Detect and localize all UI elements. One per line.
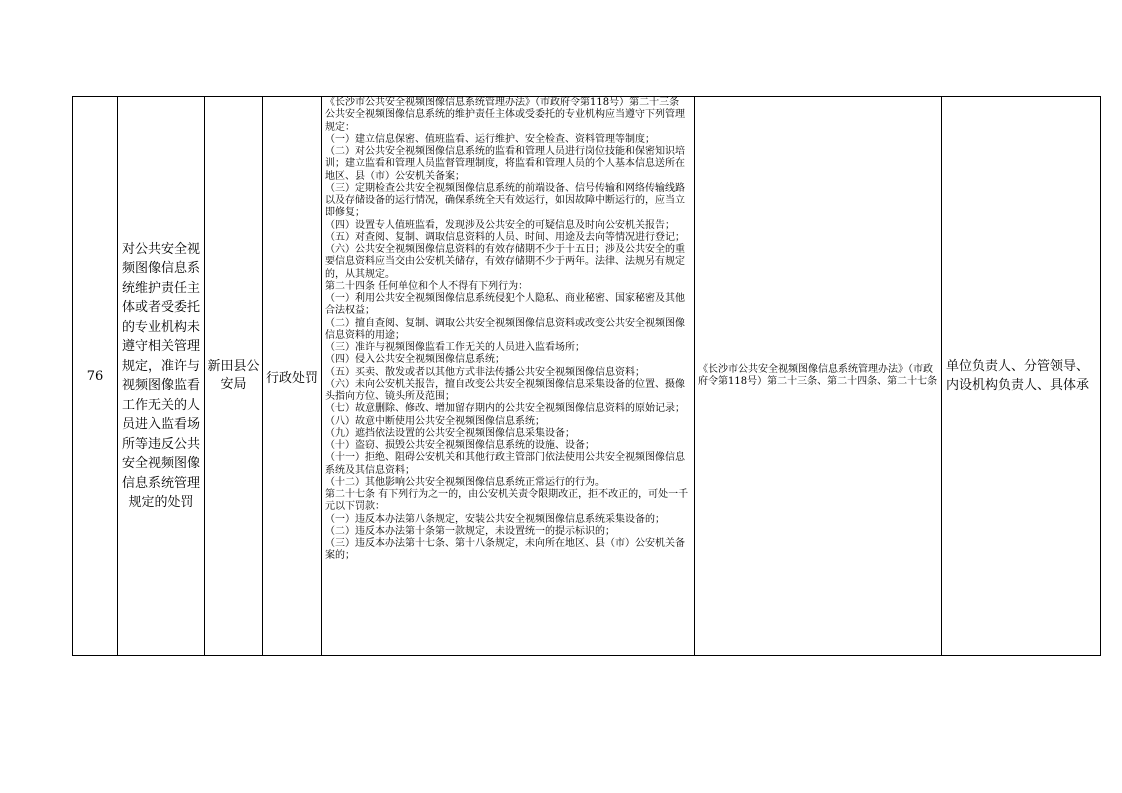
basis-line: （六）未向公安机关报告，擅自改变公共安全视频图像信息采集设备的位置、摄像头指向方位、镜头所及范围；: [325, 378, 685, 402]
basis-line: （二）违反本办法第十条第一款规定，未设置统一的提示标识的；: [325, 525, 615, 537]
legal-basis: [322, 97, 695, 656]
basis-line: （十二）其他影响公共安全视频图像信息系统正常运行的行为。: [325, 476, 605, 488]
basis-line: （二）擅自查阅、复制、调取公共安全视频图像信息资料或改变公共安全视频图像信息资料的用途；: [325, 317, 685, 341]
basis-line: （一）利用公共安全视频图像信息系统侵犯个人隐私、商业秘密、国家秘密及其他合法权益；: [325, 293, 685, 317]
basis-line: （一）违反本办法第八条规定，安装公共安全视频图像信息系统采集设备的；: [325, 513, 665, 525]
legal-reference: 《长沙市公共安全视频图像信息系统管理办法》（市政府令第118号）第二十三条、第二十四条、第二十七条: [695, 97, 942, 656]
basis-line: 第二十四条 任何单位和个人不得有下列行为：: [325, 280, 529, 292]
basis-line: （九）遮挡依法设置的公共安全视频图像信息采集设备；: [325, 427, 575, 439]
basis-line: （六）公共安全视频图像信息资料的有效存储期不少于十五日；涉及公共安全的重要信息资料应当交由公安机关储存，有效存储期不少于两年。法律、法规另有规定的，从其规定。: [325, 244, 685, 280]
basis-line: （一）建立信息保密、值班监看、运行维护、安全检查、资料管理等制度；: [325, 133, 655, 145]
responsibility-table: [72, 96, 1101, 656]
basis-line: （八）故意中断使用公共安全视频图像信息系统；: [325, 415, 545, 427]
basis-line: （四）设置专人值班监看，发现涉及公共安全的可疑信息及时向公安机关报告；: [325, 219, 675, 231]
basis-line: （五）买卖、散发或者以其他方式非法传播公共安全视频图像信息资料；: [325, 366, 645, 378]
basis-line: （四）侵入公共安全视频图像信息系统；: [325, 354, 505, 366]
basis-line: （五）对查阅、复制、调取信息资料的人员、时间、用途及去向等情况进行登记；: [325, 231, 685, 243]
category: 行政处罚: [263, 97, 322, 656]
department: 新田县公安局: [205, 97, 263, 656]
basis-line: （七）故意删除、修改、增加留存期内的公共安全视频图像信息资料的原始记录；: [325, 403, 685, 415]
table-row: [73, 97, 1101, 656]
basis-line: （三）定期检查公共安全视频图像信息系统的前端设备、信号传输和网络传输线路以及存储设备的运行情况，确保系统全天有效运行，如因故障中断运行的，应当立即修复；: [325, 182, 685, 219]
basis-line: 第二十七条 有下列行为之一的，由公安机关责令限期改正，拒不改正的，可处一千元以下罚款：: [325, 489, 689, 513]
row-number: 76: [73, 97, 118, 656]
basis-line: （十一）拒绝、阻碍公安机关和其他行政主管部门依法使用公共安全视频图像信息系统及其信息资料；: [325, 452, 685, 476]
responsible-persons: 单位负责人、分管领导、内设机构负责人、具体承: [942, 97, 1101, 656]
item-name: 对公共安全视频图像信息系统维护责任主体或者受委托的专业机构未遵守相关管理规定，准许与视频图像监看工作无关的人员进入监看场所等违反公共安全视频图像信息系统管理规定的处罚: [118, 97, 205, 656]
basis-line: （三）准许与视频图像监看工作无关的人员进入监看场所；: [325, 342, 585, 353]
basis-line: （三）违反本办法第十七条、第十八条规定，未向所在地区、县（市）公安机关备案的；: [325, 538, 685, 562]
basis-line: （十）盗窃、损毁公共安全视频图像信息系统的设施、设备；: [325, 440, 595, 451]
basis-line: （二）对公共安全视频图像信息系统的监看和管理人员进行岗位技能和保密知识培训；建立监看和管理人员监督管理制度，将监看和管理人员的个人基本信息送所在地区、县（市）公安机关备案；: [325, 146, 685, 182]
basis-line: 《长沙市公共安全视频图像信息系统管理办法》（市政府令第118号）第二十三条 公共安全视频图像信息系统的维护责任主体或受委托的专业机构应当遵守下列管理规定：: [325, 97, 685, 133]
